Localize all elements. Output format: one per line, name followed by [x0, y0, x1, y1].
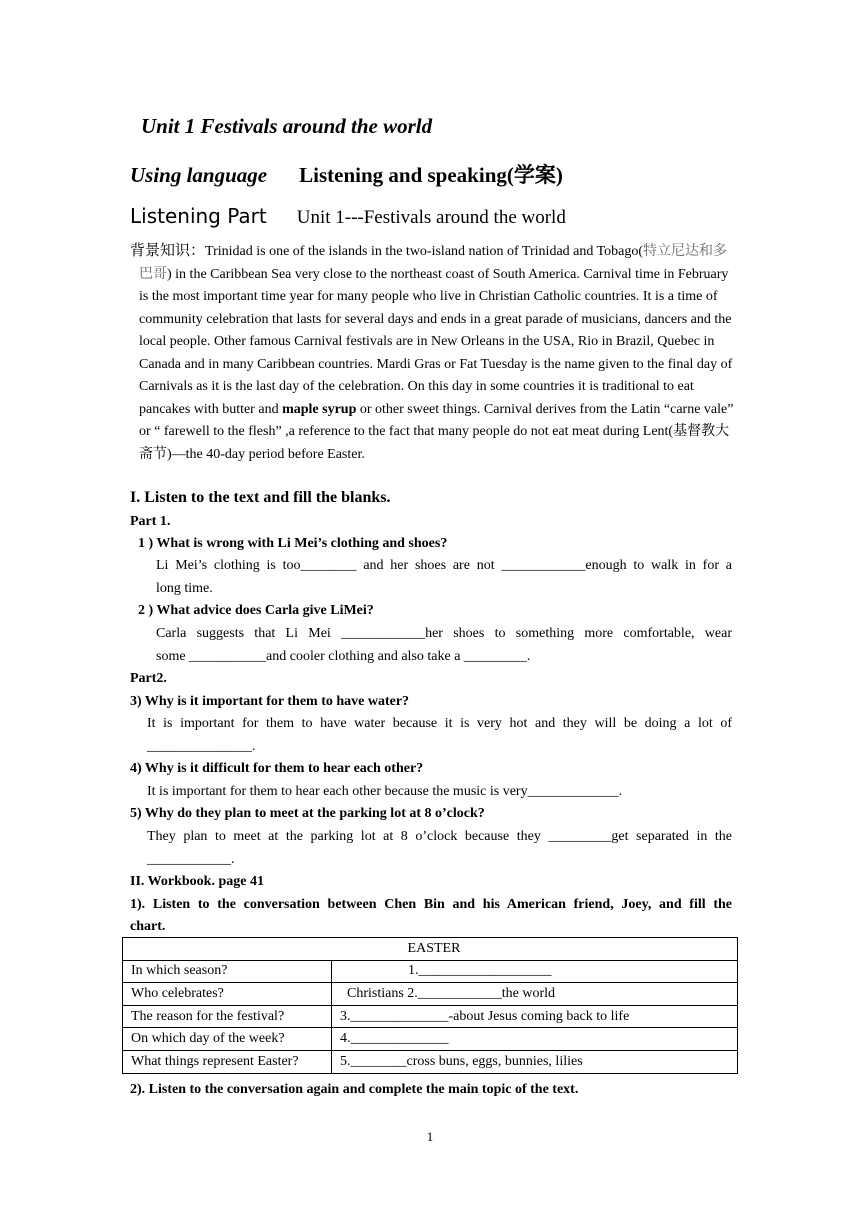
lesson-subtitle: [130, 159, 563, 189]
background-text-3: or other sweet things. Carnival derives from the Latin “carne vale” or “ farewell to the flesh” ,a reference to the fact that many people do not eat meat during Lent(基督教大斋节)—the 40-day period before Easter.: [139, 401, 734, 462]
unit-title: Unit 1 Festivals around the world: [141, 114, 433, 138]
table-cell-answer: 3.______________-about Jesus coming back to life: [332, 1005, 738, 1028]
subtitle-italic: Using language: [130, 163, 268, 187]
answer-1-line1: Li Mei’s clothing is too________ and her shoes are not ____________enough to walk in for a: [156, 558, 732, 573]
easter-chart-table: [122, 937, 738, 1074]
background-text-1: Trinidad is one of the islands in the two-island nation of Trinidad and Tobago(: [205, 244, 644, 259]
table-row: [123, 1050, 738, 1073]
table-cell-question: What things represent Easter?: [123, 1050, 332, 1073]
section2-heading: II. Workbook. page 41: [130, 874, 264, 889]
part-unit: Unit 1---Festivals around the world: [296, 207, 566, 228]
workbook-question-1-line2: chart.: [130, 919, 166, 934]
answer-4: It is important for them to hear each other because the music is very_____________.: [147, 784, 623, 799]
answer-5-line1: They plan to meet at the parking lot at 8 o’clock because they _________get separated in the: [147, 829, 732, 844]
question-4: 4) Why is it difficult for them to hear each other?: [130, 761, 424, 776]
question-5: 5) Why do they plan to meet at the parking lot at 8 o’clock?: [130, 806, 485, 821]
table-cell-question: The reason for the festival?: [123, 1005, 332, 1028]
table-row: [123, 1005, 738, 1028]
answer-5-line2: ____________.: [147, 852, 235, 867]
answer-3-line1: It is important for them to have water because it is very hot and they will be doing a lot of: [147, 716, 732, 731]
table-cell-question: Who celebrates?: [123, 983, 332, 1006]
table-title: EASTER: [123, 938, 738, 961]
table-row: [123, 960, 738, 983]
page-number: 1: [426, 1129, 434, 1144]
table-header-row: [123, 938, 738, 961]
part2-label: Part2.: [130, 671, 167, 686]
background-text-2: ) in the Caribbean Sea very close to the northeast coast of South America. Carnival time in February is the most important time year for many people who live in Christian Catholic countries. It is a time of community celebration that lasts for several days and ends in a great parade of musicians, dancers and the local people. Other famous Carnival festivals are in New Orleans in the USA, Rio in Brazil, Quebec in Canada and in many Caribbean countries. Mardi Gras or Fat Tuesday is the name given to the final day of Carnivals as it is the last day of the celebration. On this day in some countries it is traditional to eat pancakes with butter and: [139, 266, 733, 417]
background-bold-term: maple syrup: [282, 401, 357, 417]
answer-1-line2: long time.: [156, 581, 213, 596]
question-1: 1 ) What is wrong with Li Mei’s clothing and shoes?: [138, 536, 448, 551]
subtitle-bold: Listening and speaking(学案): [299, 163, 563, 187]
listening-part-heading: [130, 204, 566, 229]
background-label: 背景知识：: [130, 243, 206, 259]
answer-2-line2: some ___________and cooler clothing and also take a _________.: [156, 649, 531, 664]
table-row: [123, 1028, 738, 1051]
question-3: 3) Why is it important for them to have water?: [130, 694, 410, 709]
table-cell-answer: 5.________cross buns, eggs, bunnies, lilies: [332, 1050, 738, 1073]
workbook-question-2: 2). Listen to the conversation again and complete the main topic of the text.: [130, 1082, 579, 1097]
table-cell-question: In which season?: [123, 960, 332, 983]
table-cell-answer: 4.______________: [332, 1028, 738, 1051]
table-cell-answer: 1.___________________: [332, 960, 738, 983]
table-row: [123, 983, 738, 1006]
table-cell-question: On which day of the week?: [123, 1028, 332, 1051]
background-knowledge: [130, 240, 735, 466]
question-2: 2 ) What advice does Carla give LiMei?: [138, 603, 374, 618]
part-label: Listening Part: [130, 204, 267, 228]
answer-3-line2: _______________.: [147, 739, 256, 754]
section1-heading: I. Listen to the text and fill the blanks.: [130, 489, 391, 506]
table-cell-answer: Christians 2.____________the world: [332, 983, 738, 1006]
background-chinese-name: 特立尼达和多巴哥: [139, 244, 728, 282]
part1-label: Part 1.: [130, 514, 171, 529]
answer-2-line1: Carla suggests that Li Mei ____________her shoes to something more comfortable, wear: [156, 626, 732, 641]
workbook-question-1-line1: 1). Listen to the conversation between Chen Bin and his American friend, Joey, and fill the: [130, 897, 732, 912]
